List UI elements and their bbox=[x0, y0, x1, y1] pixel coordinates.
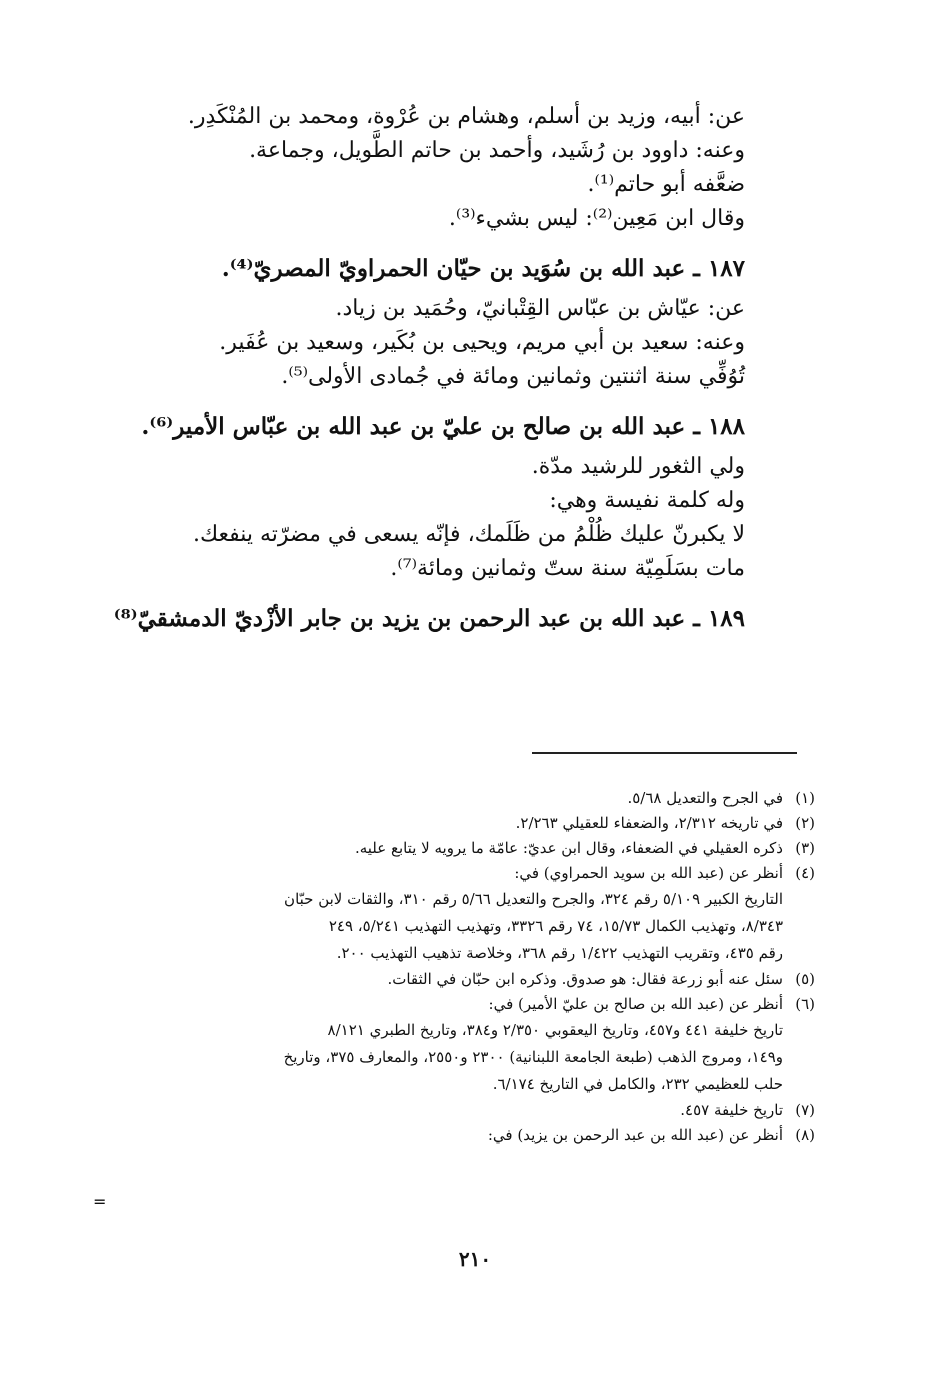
footnote-number: (٢) bbox=[795, 814, 815, 832]
footnote-continuation: رقم ٤٣٥، وتقريب التهذيب ١/٤٢٢ رقم ٣٦٨، وخلاصة تذهيب التهذيب ٢٠٠. bbox=[336, 944, 783, 962]
text-line: عن: أبيه، وزيد بن أسلم، وهشام بن عُرْوة، ومحمد بن المُنْكَدِر. bbox=[187, 104, 745, 129]
text-line: لا يكبرنّ عليك ظُلْمُ من ظَلَمك، فإنّه يسعى في مضرّته ينفعك. bbox=[192, 522, 745, 547]
entry-heading: ١٨٧ ـ عبد الله بن سُوَيد بن حيّان الحمراويّ المصريّ⁽⁴⁾. bbox=[221, 255, 745, 282]
text-line: وعنه: سعيد بن أبي مريم، ويحيى بن بُكَير، وسعيد بن عُفَير. bbox=[219, 330, 745, 355]
text-line: وله كلمة نفيسة وهي: bbox=[549, 488, 745, 513]
text-line: وقال ابن مَعِين⁽²⁾: ليس بشيء⁽³⁾. bbox=[448, 206, 745, 231]
footnote-text: أنظر عن (عبد الله بن صالح بن عليّ الأمير) في: bbox=[488, 995, 783, 1013]
text-line: عن: عيّاش بن عبّاس القِتْبانيّ، وحُمَيد بن زياد. bbox=[335, 296, 745, 321]
text-line: مات بسَلَمِيّة سنة ستّ وثمانين ومائة⁽⁷⁾. bbox=[390, 556, 745, 581]
footnote-continuation: و١٤٩، ومروج الذهب (طبعة الجامعة اللبنانية) ٢٣٠٠ و٢٥٥٠، والمعارف ٣٧٥، وتاريخ bbox=[283, 1048, 783, 1066]
footnote bbox=[125, 1098, 815, 1123]
text-line: ضعَّفه أبو حاتم⁽¹⁾. bbox=[587, 172, 745, 197]
footnote bbox=[125, 836, 815, 861]
footnote bbox=[125, 861, 815, 886]
text-line: تُوُفِّي سنة اثنتين وثمانين ومائة في جُمادى الأولى⁽⁵⁾. bbox=[281, 364, 745, 389]
entry-heading: ١٨٩ ـ عبد الله بن عبد الرحمن بن يزيد بن جابر الأزْديّ الدمشقيّ⁽⁸⁾ bbox=[113, 605, 745, 632]
footnote-number: (٨) bbox=[795, 1126, 815, 1144]
footnotes bbox=[125, 786, 815, 1148]
footnote-continuation: حلب للعظيمي ٢٣٢، والكامل في التاريخ ٦/١٧٤. bbox=[492, 1075, 783, 1093]
footnote bbox=[125, 786, 815, 811]
footnote bbox=[125, 811, 815, 836]
footnote-continuation: ٨/٣٤٣، وتهذيب الكمال ١٥/٧٣، ٧٤ رقم ٣٣٢٦، وتهذيب التهذيب ٥/٢٤١، ٢٤٩ bbox=[328, 917, 783, 935]
footnote bbox=[125, 1123, 815, 1148]
text-line: وعنه: داوود بن رُشَيد، وأحمد بن حاتم الطَّويل، وجماعة. bbox=[249, 138, 745, 163]
footnote-number: (٦) bbox=[795, 995, 815, 1013]
entry-heading: ١٨٨ ـ عبد الله بن صالح بن عليّ بن عبد الله بن عبّاس الأمير⁽⁶⁾. bbox=[141, 413, 745, 440]
footnote-text: سئل عنه أبو زرعة فقال: هو صدوق. وذكره ابن حبّان في الثقات. bbox=[387, 970, 783, 988]
footnote-number: (١) bbox=[795, 789, 815, 807]
footnote-text: أنظر عن (عبد الله بن عبد الرحمن بن يزيد) في: bbox=[487, 1126, 783, 1144]
footnote-number: (٧) bbox=[795, 1101, 815, 1119]
footnote-continuation: تاريخ خليفة ٤٤١ و٤٥٧، وتاريخ اليعقوبي ٢/٣٥٠ و٣٨٤، وتاريخ الطبري ٨/١٢١ bbox=[327, 1021, 783, 1039]
footnote-number: (٣) bbox=[795, 839, 815, 857]
footnote-text: أنظر عن (عبد الله بن سويد الحمراوي) في: bbox=[514, 864, 783, 882]
footnote bbox=[125, 967, 815, 992]
page-number: ٢١٠ bbox=[458, 1247, 492, 1271]
margin-mark: = bbox=[93, 1192, 107, 1211]
footnote bbox=[125, 992, 815, 1017]
footnote-text: في الجرح والتعديل ٥/٦٨. bbox=[627, 789, 783, 807]
footnote-separator bbox=[532, 752, 797, 754]
footnote-text: في تاريخه ٢/٣١٢، والضعفاء للعقيلي ٢/٢٦٣. bbox=[515, 814, 783, 832]
footnote-text: تاريخ خليفة ٤٥٧. bbox=[680, 1101, 783, 1119]
footnote-number: (٥) bbox=[795, 970, 815, 988]
footnote-text: ذكره العقيلي في الضعفاء، وقال ابن عديّ: عامّة ما يرويه لا يتابع عليه. bbox=[354, 839, 783, 857]
footnote-number: (٤) bbox=[795, 864, 815, 882]
main-text bbox=[105, 100, 745, 642]
text-line: ولي الثغور للرشيد مدّة. bbox=[531, 454, 745, 479]
footnote-continuation: التاريخ الكبير ٥/١٠٩ رقم ٣٢٤، والجرح والتعديل ٥/٦٦ رقم ٣١٠، والثقات لابن حبّان bbox=[284, 890, 783, 908]
